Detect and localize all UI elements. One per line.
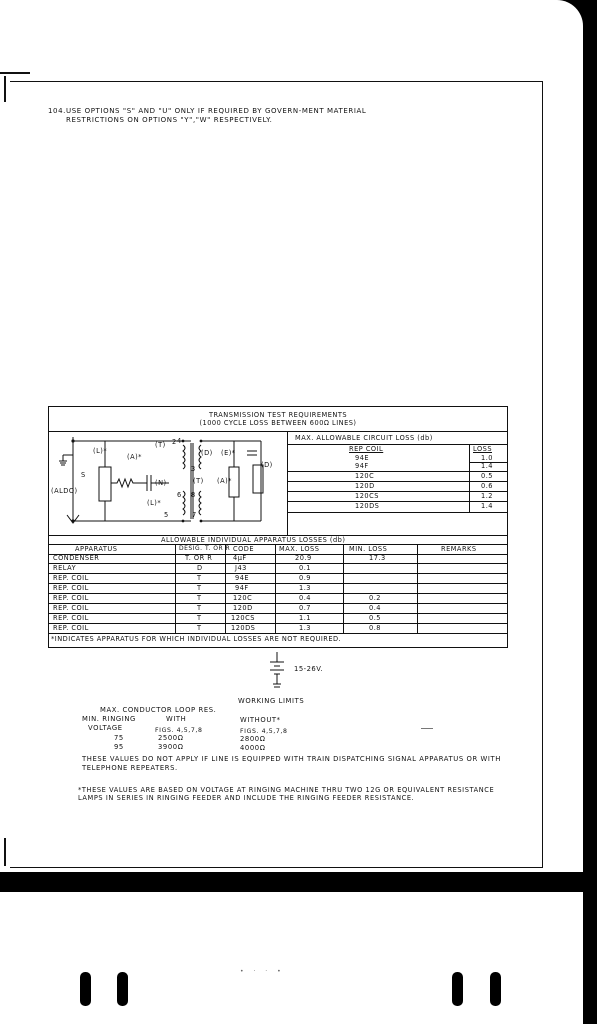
- col-div-5: [417, 544, 418, 634]
- row-rule: [49, 593, 507, 594]
- margin-line-bottom: [4, 838, 6, 866]
- app-desig-8: T: [197, 624, 202, 632]
- app-code-2: J43: [235, 564, 247, 572]
- app-min-1: 17.3: [369, 554, 386, 562]
- app-min-6: 0.4: [369, 604, 381, 612]
- working-limits-sub: MAX. CONDUCTOR LOOP RES.: [100, 706, 217, 714]
- app-min-8: 0.8: [369, 624, 381, 632]
- col-div-3: [275, 544, 276, 634]
- note-104: [48, 107, 386, 125]
- row-rule: [49, 623, 507, 624]
- app-max-2: 0.1: [299, 564, 311, 572]
- apparatus-col-divider: [49, 554, 507, 555]
- app-desig-5: T: [197, 594, 202, 602]
- binder-hole-1: [80, 972, 91, 1006]
- col-code: CODE: [233, 545, 255, 553]
- wl-row2-with: 3900Ω: [158, 743, 184, 751]
- circuit-col-loss: LOSS: [473, 445, 492, 453]
- col-div-2: [225, 544, 226, 634]
- label-L-star: (L)*: [93, 447, 108, 455]
- app-max-6: 0.7: [299, 604, 311, 612]
- row-rule: [49, 563, 507, 564]
- title-line-2: (1000 CYCLE LOSS BETWEEN 600Ω LINES): [199, 419, 357, 427]
- label-3: 3: [191, 465, 196, 473]
- app-code-7: 120CS: [231, 614, 255, 622]
- wl-row1-with: 2500Ω: [158, 734, 184, 742]
- col-div-4: [343, 544, 344, 634]
- working-limits-note-2: *THESE VALUES ARE BASED ON VOLTAGE AT RINGING MACHINE THRU TWO 12G OR EQUIVALENT RESISTANCE LAMPS IN SERIES IN RINGING FEEDER AND INCLUDE THE RINGING FEEDER RESISTANCE.: [78, 786, 495, 802]
- app-desig-3: T: [197, 574, 202, 582]
- circuit-loss-6: 1.4: [481, 502, 493, 510]
- app-name-7: REP. COIL: [53, 614, 89, 622]
- col-desig: DESIG. T. OR R: [179, 545, 231, 552]
- app-max-3: 0.9: [299, 574, 311, 582]
- label-2: 2: [172, 438, 177, 446]
- col3-line1: WITHOUT*: [240, 716, 281, 724]
- row-rule: [49, 603, 507, 604]
- app-max-1: 20.9: [295, 554, 312, 562]
- title-line-1: TRANSMISSION TEST REQUIREMENTS: [208, 411, 348, 419]
- app-max-7: 1.1: [299, 614, 311, 622]
- row-rule: [49, 583, 507, 584]
- apparatus-header: ALLOWABLE INDIVIDUAL APPARATUS LOSSES (db): [161, 536, 346, 544]
- schematic-divider: [287, 431, 288, 535]
- footnote-divider: [49, 633, 507, 634]
- label-A-star: (A)*: [127, 453, 142, 461]
- app-code-6: 120D: [233, 604, 253, 612]
- binder-hole-4: [490, 972, 501, 1006]
- app-code-8: 120DS: [231, 624, 256, 632]
- label-N: (N): [155, 479, 167, 487]
- app-max-5: 0.4: [299, 594, 311, 602]
- circuit-col-coil: REP COIL: [349, 445, 384, 453]
- col-remarks: REMARKS: [441, 545, 477, 553]
- col2-line2: FIGS. 4,5,7,8: [155, 727, 203, 734]
- app-name-3: REP. COIL: [53, 574, 89, 582]
- app-desig-2: D: [197, 564, 203, 572]
- note-text: USE OPTIONS "S" AND "U" ONLY IF REQUIRED BY GOVERN-MENT MATERIAL RESTRICTIONS ON OPTIONS "Y","W" RESPECTIVELY.: [66, 107, 367, 124]
- scan-shadow-bar: [0, 872, 597, 892]
- battery-symbol: [255, 652, 305, 694]
- label-L2-star: (L)*: [147, 499, 162, 507]
- wl-row1-v: 75: [114, 734, 124, 742]
- row-rule: [49, 573, 507, 574]
- circuit-loss-header: MAX. ALLOWABLE CIRCUIT LOSS (db): [295, 434, 433, 442]
- apparatus-header-divider: [49, 544, 507, 545]
- label-8: 8: [191, 491, 196, 499]
- label-D-mid: (D): [201, 449, 213, 457]
- circuit-loss-3: 0.5: [481, 472, 493, 480]
- app-desig-6: T: [197, 604, 202, 612]
- app-desig-1: T. OR R: [185, 554, 213, 562]
- stray-mark: [421, 728, 433, 729]
- app-code-1: 4μF: [233, 554, 247, 562]
- label-T2: (T): [193, 477, 204, 485]
- label-4: 4: [177, 437, 182, 445]
- top-left-mark: [0, 72, 30, 74]
- col-apparatus: APPARATUS: [75, 545, 118, 553]
- col1-line1: MIN. RINGING: [82, 715, 136, 723]
- label-S: S: [81, 471, 86, 479]
- label-ALDO: (ALDO): [51, 487, 78, 495]
- app-name-5: REP. COIL: [53, 594, 89, 602]
- app-name-1: CONDENSER: [53, 554, 100, 562]
- margin-line-top: [4, 76, 6, 102]
- scan-specks: • · · •: [240, 968, 285, 975]
- note-number: 104.: [48, 107, 66, 115]
- circuit-coil-2: 94F: [355, 462, 369, 470]
- wl-row2-v: 95: [114, 743, 124, 751]
- app-code-4: 94F: [235, 584, 249, 592]
- col-div-1: [175, 544, 176, 634]
- row-rule: [287, 501, 507, 502]
- table-title: [49, 411, 507, 427]
- app-name-8: REP. COIL: [53, 624, 89, 632]
- app-code-5: 120C: [233, 594, 253, 602]
- label-A2-star: (A)*: [217, 477, 232, 485]
- wl-row2-without: 4000Ω: [240, 744, 266, 752]
- col1-line2: VOLTAGE: [88, 724, 123, 732]
- label-T: (T): [155, 441, 166, 449]
- working-limits-note-1: THESE VALUES DO NOT APPLY IF LINE IS EQUIPPED WITH TRAIN DISPATCHING SIGNAL APPARATUS OR WITH TELEPHONE REPEATERS.: [82, 755, 501, 772]
- label-5: 5: [164, 511, 169, 519]
- app-name-2: RELAY: [53, 564, 77, 572]
- working-limits-title: WORKING LIMITS: [238, 697, 305, 705]
- app-name-6: REP. COIL: [53, 604, 89, 612]
- transmission-test-table: [48, 406, 508, 648]
- table-footnote: *INDICATES APPARATUS FOR WHICH INDIVIDUAL LOSSES ARE NOT REQUIRED.: [51, 635, 342, 643]
- label-6: 6: [177, 491, 182, 499]
- row-rule: [287, 481, 507, 482]
- circuit-schematic: [51, 431, 287, 537]
- col3-line2: FIGS. 4,5,7,8: [240, 728, 288, 735]
- battery-voltage-label: 15-26V.: [294, 665, 324, 673]
- circuit-loss-2: 1.4: [481, 462, 493, 470]
- row-rule: [287, 471, 507, 472]
- circuit-loss-5: 1.2: [481, 492, 493, 500]
- col2-line1: WITH: [166, 715, 187, 723]
- app-max-4: 1.3: [299, 584, 311, 592]
- col-min: MIN. LOSS: [349, 545, 388, 553]
- app-name-4: REP. COIL: [53, 584, 89, 592]
- row-rule: [287, 491, 507, 492]
- app-desig-7: T: [197, 614, 202, 622]
- col-max: MAX. LOSS: [279, 545, 320, 553]
- app-min-7: 0.5: [369, 614, 381, 622]
- label-D-right: (D): [261, 461, 273, 469]
- wl-row1-without: 2800Ω: [240, 735, 266, 743]
- label-E-star: (E)*: [221, 449, 236, 457]
- binder-hole-2: [117, 972, 128, 1006]
- circuit-loss-1: 1.0: [481, 454, 493, 462]
- circuit-coil-3: 120C: [355, 472, 375, 480]
- circuit-coil-4: 120D: [355, 482, 375, 490]
- app-max-8: 1.3: [299, 624, 311, 632]
- row-rule: [49, 613, 507, 614]
- circuit-loss-4: 0.6: [481, 482, 493, 490]
- circuit-bottom: [287, 512, 507, 513]
- app-code-3: 94E: [235, 574, 250, 582]
- binder-hole-3: [452, 972, 463, 1006]
- circuit-coil-1: 94E: [355, 454, 370, 462]
- label-7: 7: [192, 511, 197, 519]
- circuit-coil-5: 120CS: [355, 492, 379, 500]
- app-desig-4: T: [197, 584, 202, 592]
- app-min-5: 0.2: [369, 594, 381, 602]
- circuit-coil-6: 120DS: [355, 502, 380, 510]
